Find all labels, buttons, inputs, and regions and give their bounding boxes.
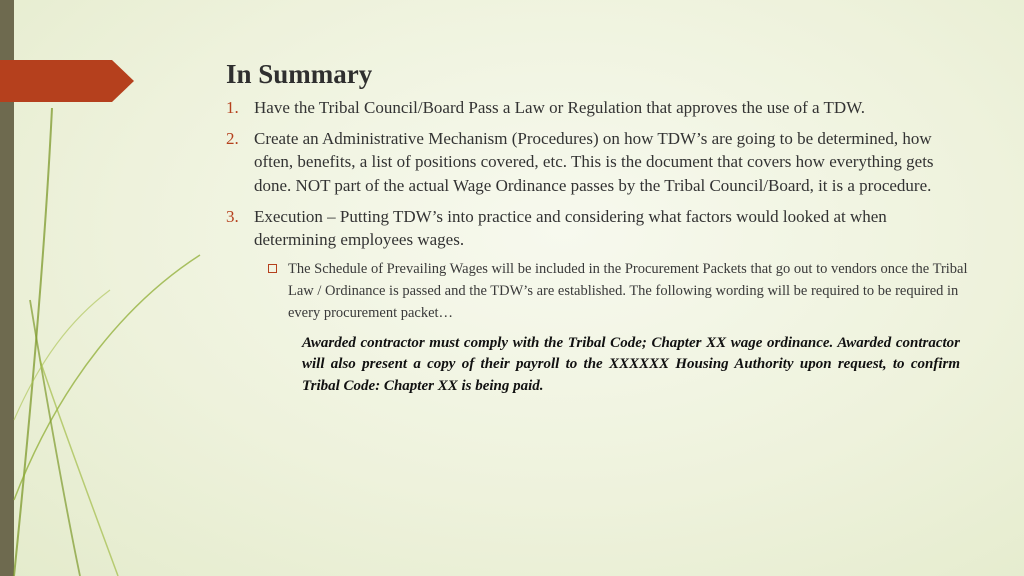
item-number: 3. [226,206,239,226]
item-text: Create an Administrative Mechanism (Procedures) on how TDW’s are going to be determined, how often, benefits, a list of positions covered, etc. This is the document that covers how everything gets done. NOT part of the actual Wage Ordinance passes by the Tribal Council/Board, it is a procedure. [254,129,934,195]
arrow-tab-decoration [0,60,134,102]
item-number: 2. [226,129,239,149]
summary-item-3 [226,205,971,252]
summary-item-1 [226,96,971,119]
slide-title: In Summary [226,59,373,89]
sub-item [268,259,971,324]
slide-content [226,58,971,398]
item-number: 1. [226,97,239,117]
required-wording-quote: Awarded contractor must comply with the Tribal Code; Chapter XX wage ordinance. Awarded contractor will also present a copy of their payroll to the XXXXXX Housing Authority upon request, to confirm Tribal Code: Chapter XX is being paid. [302,334,960,395]
summary-item-2 [226,127,971,197]
item-text: Have the Tribal Council/Board Pass a Law or Regulation that approves the use of a TDW. [254,97,865,117]
summary-list [226,96,971,252]
item-text: Execution – Putting TDW’s into practice and considering what factors would looked at when determining employees wages. [254,206,887,250]
checkbox-outline-icon [268,264,277,273]
sub-item-text: The Schedule of Prevailing Wages will be included in the Procurement Packets that go out to vendors once the Tribal Law / Ordinance is passed and the TDW’s are established. The following wording will be required to be required in every procurement packet… [288,261,968,321]
